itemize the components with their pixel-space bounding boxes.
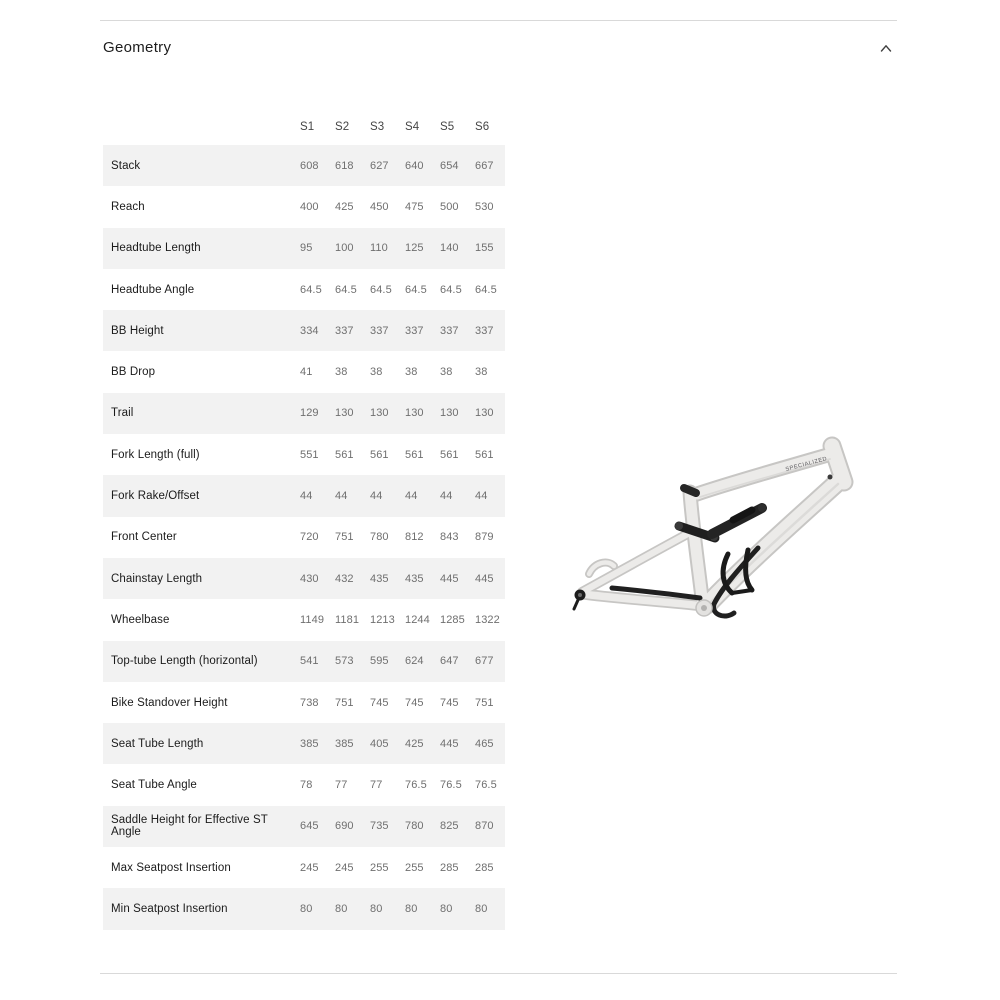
row-value: 751	[335, 531, 354, 544]
row-value: 561	[335, 448, 354, 461]
row-value: 573	[335, 655, 354, 668]
row-value: 825	[440, 820, 459, 833]
row-value: 561	[440, 448, 459, 461]
row-value: 285	[475, 861, 494, 874]
table-row	[103, 393, 505, 434]
row-value: 1149	[300, 613, 325, 626]
row-value: 245	[335, 861, 354, 874]
row-value: 430	[300, 572, 319, 585]
row-value: 337	[475, 324, 494, 337]
table-row	[103, 723, 505, 764]
row-value: 80	[440, 902, 453, 915]
seatpost-collar	[684, 488, 696, 493]
row-value: 77	[335, 779, 348, 792]
row-value: 285	[440, 861, 459, 874]
row-value: 64.5	[300, 283, 322, 296]
row-value: 77	[370, 779, 383, 792]
row-value: 751	[335, 696, 354, 709]
row-label: Fork Length (full)	[111, 448, 200, 461]
row-value: 400	[300, 200, 319, 213]
row-value: 38	[335, 366, 348, 379]
row-value: 450	[370, 200, 389, 213]
row-value: 78	[300, 779, 313, 792]
top-divider	[100, 20, 897, 21]
row-value: 445	[475, 572, 494, 585]
row-value: 667	[475, 159, 494, 172]
row-value: 425	[335, 200, 354, 213]
row-label: BB Height	[111, 324, 164, 337]
row-value: 155	[475, 242, 494, 255]
row-label: Saddle Height for Effective ST Angle	[111, 814, 268, 839]
row-value: 130	[440, 407, 459, 420]
row-value: 140	[440, 242, 459, 255]
row-value: 44	[405, 490, 418, 503]
size-column-header: S6	[475, 120, 490, 133]
row-value: 465	[475, 737, 494, 750]
table-row	[103, 145, 505, 186]
row-value: 1181	[335, 613, 360, 626]
row-value: 435	[405, 572, 424, 585]
table-row	[103, 806, 505, 847]
row-value: 561	[370, 448, 389, 461]
row-value: 745	[370, 696, 389, 709]
geometry-table	[103, 108, 505, 930]
geometry-section-header	[103, 39, 897, 59]
row-value: 751	[475, 696, 494, 709]
row-value: 1213	[370, 613, 395, 626]
row-value: 337	[440, 324, 459, 337]
row-value: 738	[300, 696, 319, 709]
row-value: 627	[370, 159, 389, 172]
size-column-header: S4	[405, 120, 420, 133]
row-value: 64.5	[335, 283, 357, 296]
row-value: 38	[475, 366, 488, 379]
row-value: 80	[475, 902, 488, 915]
row-label: Bike Standover Height	[111, 696, 228, 709]
row-value: 110	[370, 242, 388, 255]
seat-tube	[690, 492, 703, 606]
row-label: Front Center	[111, 531, 177, 544]
table-row	[103, 764, 505, 805]
row-label: Stack	[111, 159, 141, 172]
row-value: 44	[370, 490, 383, 503]
row-label: Headtube Length	[111, 242, 201, 255]
row-value: 500	[440, 200, 459, 213]
row-label: Min Seatpost Insertion	[111, 902, 228, 915]
row-value: 337	[405, 324, 424, 337]
row-value: 64.5	[370, 283, 392, 296]
row-label: Max Seatpost Insertion	[111, 861, 231, 874]
row-value: 1244	[405, 613, 430, 626]
row-value: 425	[405, 737, 424, 750]
row-value: 618	[335, 159, 354, 172]
row-value: 1285	[440, 613, 465, 626]
table-row	[103, 682, 505, 723]
row-value: 130	[335, 407, 354, 420]
bike-frame-svg	[550, 430, 866, 634]
row-label: Top-tube Length (horizontal)	[111, 655, 258, 668]
section-title: Geometry	[103, 39, 172, 56]
row-value: 334	[300, 324, 319, 337]
table-row	[103, 558, 505, 599]
row-value: 624	[405, 655, 424, 668]
row-value: 41	[300, 366, 313, 379]
row-value: 38	[405, 366, 418, 379]
row-value: 129	[300, 407, 319, 420]
row-value: 255	[405, 861, 424, 874]
row-value: 44	[440, 490, 453, 503]
row-value: 720	[300, 531, 319, 544]
row-value: 432	[335, 572, 354, 585]
row-value: 64.5	[405, 283, 427, 296]
row-value: 780	[370, 531, 389, 544]
row-value: 405	[370, 737, 389, 750]
row-label: BB Drop	[111, 366, 156, 379]
row-value: 645	[300, 820, 319, 833]
row-value: 44	[475, 490, 488, 503]
row-value: 80	[405, 902, 418, 915]
row-value: 735	[370, 820, 389, 833]
row-label: Wheelbase	[111, 613, 170, 626]
row-value: 475	[405, 200, 424, 213]
row-value: 44	[300, 490, 313, 503]
row-value: 561	[405, 448, 424, 461]
row-value: 541	[300, 655, 319, 668]
row-value: 745	[440, 696, 459, 709]
row-value: 595	[370, 655, 389, 668]
size-column-header: S3	[370, 120, 385, 133]
size-column-header: S5	[440, 120, 455, 133]
row-value: 530	[475, 200, 494, 213]
row-value: 654	[440, 159, 459, 172]
row-value: 80	[335, 902, 348, 915]
row-value: 677	[475, 655, 494, 668]
cable-port	[828, 475, 833, 480]
row-label: Headtube Angle	[111, 283, 195, 296]
row-value: 255	[370, 861, 389, 874]
row-value: 76.5	[475, 779, 497, 792]
size-column-header: S2	[335, 120, 350, 133]
table-row	[103, 228, 505, 269]
row-value: 130	[405, 407, 424, 420]
row-value: 745	[405, 696, 424, 709]
row-value: 445	[440, 737, 459, 750]
row-value: 130	[370, 407, 389, 420]
row-label: Fork Rake/Offset	[111, 490, 200, 503]
row-value: 44	[335, 490, 348, 503]
row-value: 812	[405, 531, 424, 544]
table-row	[103, 475, 505, 516]
table-row	[103, 186, 505, 227]
table-row	[103, 351, 505, 392]
chevron-up-icon[interactable]	[878, 41, 894, 57]
table-row	[103, 517, 505, 558]
row-label: Trail	[111, 407, 134, 420]
row-value: 870	[475, 820, 494, 833]
geometry-table-body	[103, 145, 505, 930]
row-value: 337	[370, 324, 389, 337]
row-value: 608	[300, 159, 319, 172]
size-column-header: S1	[300, 120, 315, 133]
row-label: Seat Tube Angle	[111, 779, 197, 792]
row-value: 337	[335, 324, 354, 337]
row-value: 76.5	[405, 779, 427, 792]
table-row	[103, 434, 505, 475]
row-value: 38	[370, 366, 383, 379]
row-value: 38	[440, 366, 453, 379]
row-value: 551	[300, 448, 319, 461]
row-value: 100	[335, 242, 354, 255]
geometry-table-header	[103, 108, 505, 145]
row-value: 245	[300, 861, 319, 874]
row-value: 80	[300, 902, 313, 915]
row-value: 561	[475, 448, 494, 461]
bike-frame-image	[550, 430, 866, 634]
row-value: 640	[405, 159, 424, 172]
table-row	[103, 310, 505, 351]
row-value: 445	[440, 572, 459, 585]
table-row	[103, 599, 505, 640]
row-value: 647	[440, 655, 459, 668]
row-value: 80	[370, 902, 383, 915]
table-row	[103, 269, 505, 310]
row-value: 95	[300, 242, 313, 255]
row-value: 879	[475, 531, 494, 544]
bike-logo-text: SPECIALIZED	[784, 456, 829, 473]
row-value: 435	[370, 572, 389, 585]
row-value: 843	[440, 531, 459, 544]
row-value: 64.5	[475, 283, 497, 296]
row-label: Chainstay Length	[111, 572, 203, 585]
bottom-divider	[100, 973, 897, 974]
table-row	[103, 888, 505, 929]
row-value: 64.5	[440, 283, 462, 296]
table-row	[103, 641, 505, 682]
row-value: 76.5	[440, 779, 462, 792]
row-value: 780	[405, 820, 424, 833]
row-value: 385	[300, 737, 319, 750]
row-value: 385	[335, 737, 354, 750]
table-row	[103, 847, 505, 888]
row-value: 690	[335, 820, 354, 833]
row-value: 1322	[475, 613, 500, 626]
row-value: 130	[475, 407, 494, 420]
row-label: Seat Tube Length	[111, 737, 204, 750]
row-label: Reach	[111, 200, 145, 213]
row-value: 125	[405, 242, 424, 255]
